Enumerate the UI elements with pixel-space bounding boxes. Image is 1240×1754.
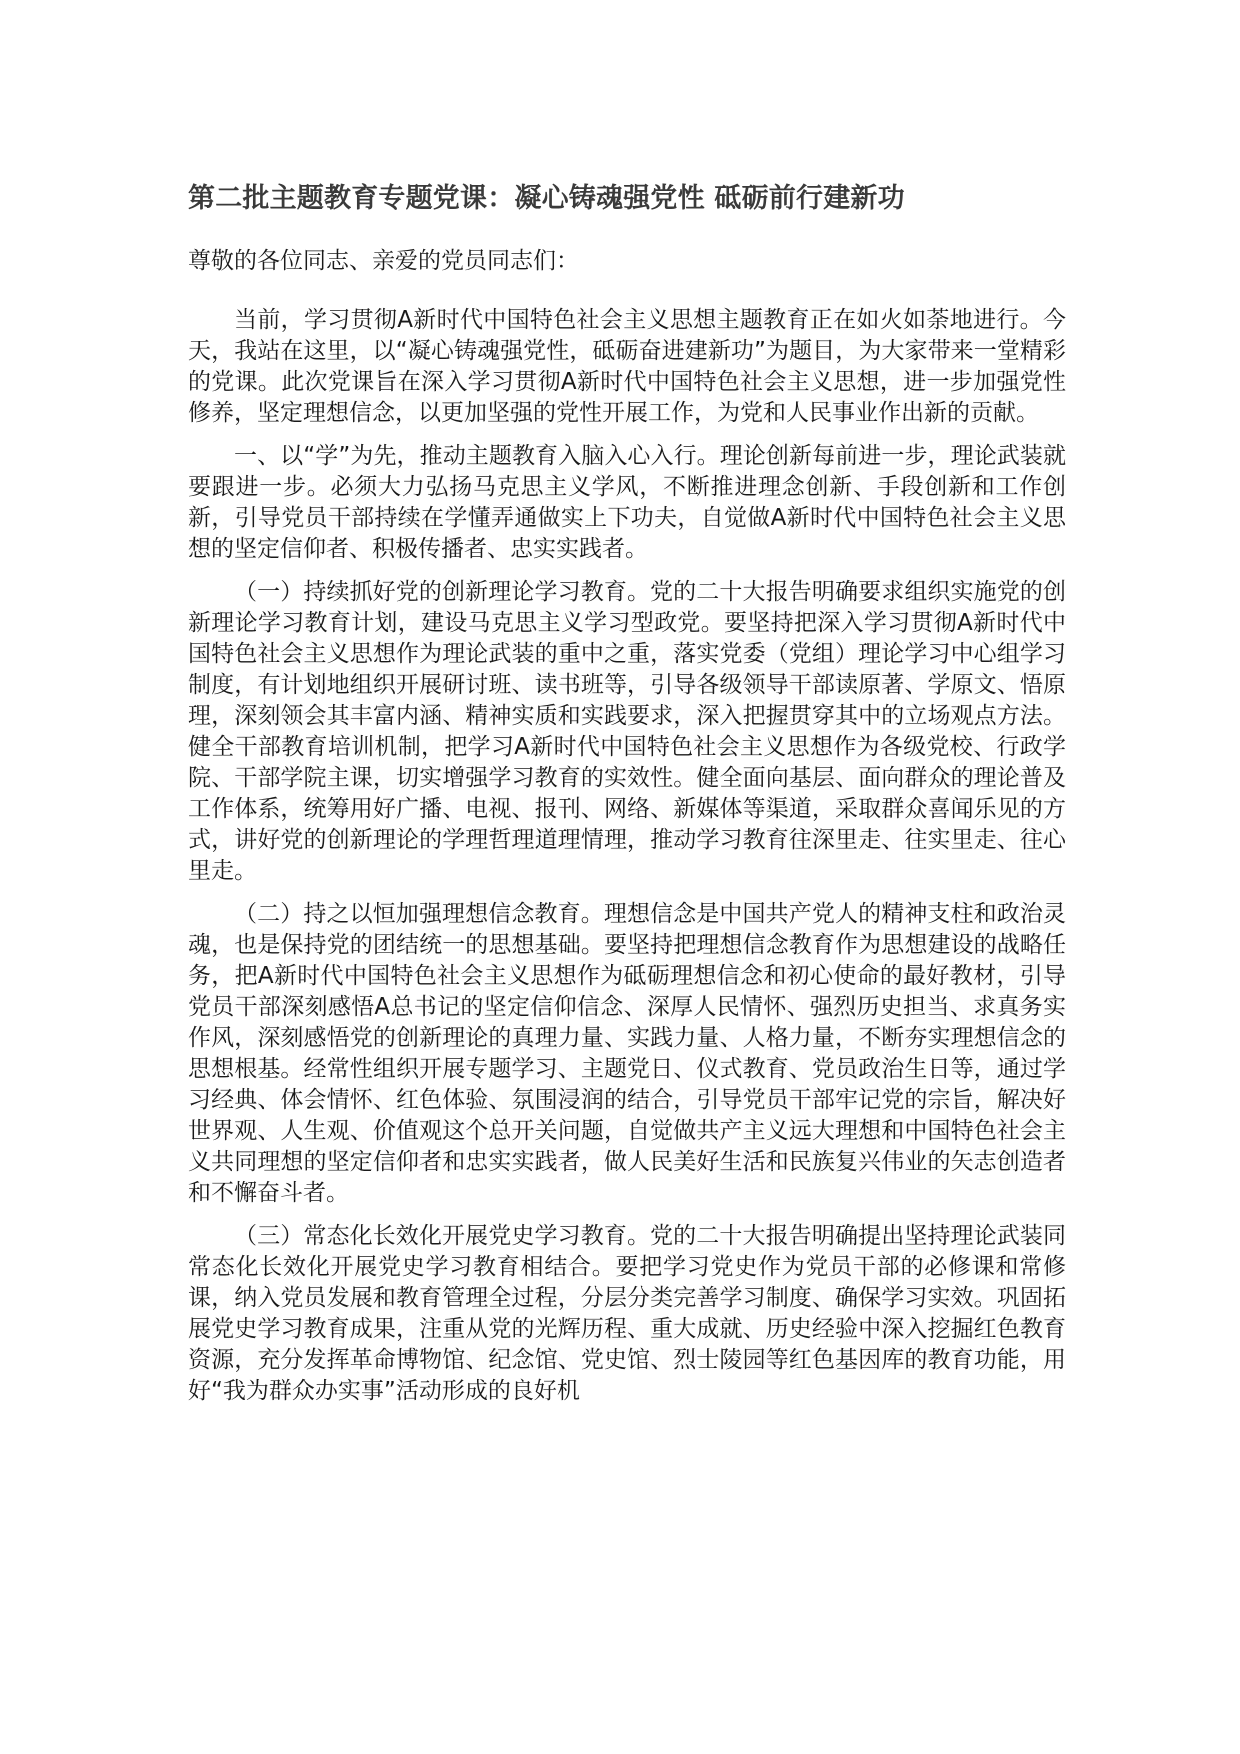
salutation: 尊敬的各位同志、亲爱的党员同志们： — [188, 248, 579, 274]
paragraph-subsection-2: （二）持之以恒加强理想信念教育。理想信念是中国共产党人的精神支柱和政治灵魂，也是保持党的团结统一的思想基础。要坚持把理想信念教育作为思想建设的战略任务，把A新时代中国特色社会主义思想作为砥砺理想信念和初心使命的最好教材，引导党员干部深刻感悟A总书记的坚定信仰信念、深厚人民情怀、强烈历史担当、求真务实作风，深刻感悟党的创新理论的真理力量、实践力量、人格力量，不断夯实理想信念的思想根基。经常性组织开展专题学习、主题党日、仪式教育、党员政治生日等，通过学习经典、体会情怀、红色体验、氛围浸润的结合，引导党员干部牢记党的宗旨，解决好世界观、人生观、价值观这个总开关问题，自觉做共产主义远大理想和中国特色社会主义共同理想的坚定信仰者和忠实实践者，做人民美好生活和民族复兴伟业的矢志创造者和不懈奋斗者。 — [188, 901, 1066, 1206]
paragraph-intro: 当前，学习贯彻A新时代中国特色社会主义思想主题教育正在如火如荼地进行。今天，我站在这里，以“凝心铸魂强党性，砥砺奋进建新功”为题目，为大家带来一堂精彩的党课。此次党课旨在深入学习贯彻A新时代中国特色社会主义思想，进一步加强党性修养，坚定理想信念，以更加坚强的党性开展工作，为党和人民事业作出新的贡献。 — [188, 307, 1066, 426]
paragraph-section-1: 一、以“学”为先，推动主题教育入脑入心入行。理论创新每前进一步，理论武装就要跟进一步。必须大力弘扬马克思主义学风，不断推进理念创新、手段创新和工作创新，引导党员干部持续在学懂弄通做实上下功夫，自觉做A新时代中国特色社会主义思想的坚定信仰者、积极传播者、忠实实践者。 — [188, 443, 1066, 562]
paragraph-subsection-1: （一）持续抓好党的创新理论学习教育。党的二十大报告明确要求组织实施党的创新理论学习教育计划，建设马克思主义学习型政党。要坚持把深入学习贯彻A新时代中国特色社会主义思想作为理论武装的重中之重，落实党委（党组）理论学习中心组学习制度，有计划地组织开展研讨班、读书班等，引导各级领导干部读原著、学原文、悟原理，深刻领会其丰富内涵、精神实质和实践要求，深入把握贯穿其中的立场观点方法。健全干部教育培训机制，把学习A新时代中国特色社会主义思想作为各级党校、行政学院、干部学院主课，切实增强学习教育的实效性。健全面向基层、面向群众的理论普及工作体系，统筹用好广播、电视、报刊、网络、新媒体等渠道，采取群众喜闻乐见的方式，讲好党的创新理论的学理哲理道理情理，推动学习教育往深里走、往实里走、往心里走。 — [188, 579, 1066, 884]
document-page — [188, 178, 1066, 1419]
document-title: 第二批主题教育专题党课：凝心铸魂强党性 砥砺前行建新功 — [188, 183, 905, 214]
paragraph-subsection-3: （三）常态化长效化开展党史学习教育。党的二十大报告明确提出坚持理论武装同常态化长效化开展党史学习教育相结合。要把学习党史作为党员干部的必修课和常修课，纳入党员发展和教育管理全过程，分层分类完善学习制度、确保学习实效。巩固拓展党史学习教育成果，注重从党的光辉历程、重大成就、历史经验中深入挖掘红色教育资源，充分发挥革命博物馆、纪念馆、党史馆、烈士陵园等红色基因库的教育功能，用好“我为群众办实事”活动形成的良好机 — [188, 1223, 1066, 1404]
